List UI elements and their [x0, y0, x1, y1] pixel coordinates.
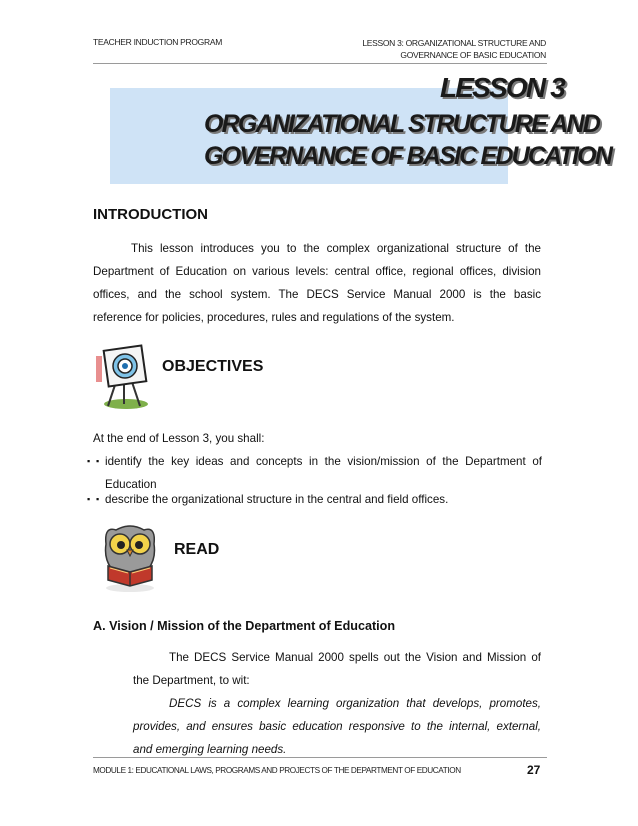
- section-a-line2: the Department, to wit:: [133, 674, 250, 687]
- footer-rule: [93, 757, 547, 758]
- objectives-heading: OBJECTIVES: [162, 358, 264, 375]
- intro-line-1: This lesson introduces you to the complex organizational structure of the: [131, 242, 541, 255]
- section-a-paragraph: [133, 646, 541, 761]
- introduction-paragraph: [93, 237, 541, 329]
- objective-1-line1: identify the key ideas and concepts in the vision/mission of the Department of: [105, 455, 542, 468]
- quote-line3: and emerging learning needs.: [133, 743, 287, 756]
- section-a-line1: The DECS Service Manual 2000 spells out the Vision and Mission of: [169, 651, 541, 664]
- header-lesson-line1: LESSON 3: ORGANIZATIONAL STRUCTURE AND: [362, 38, 546, 48]
- title-line1: ORGANIZATIONAL STRUCTURE AND: [204, 110, 599, 138]
- owl-reading-icon: [96, 520, 166, 594]
- read-heading: READ: [174, 541, 220, 558]
- footer-module: MODULE 1: EDUCATIONAL LAWS, PROGRAMS AND PROJECTS OF THE DEPARTMENT OF EDUCATION: [93, 766, 461, 775]
- introduction-heading: INTRODUCTION: [93, 206, 208, 223]
- objective-2-text: describe the organizational structure in the central and field offices.: [105, 493, 449, 506]
- title-line2: GOVERNANCE OF BASIC EDUCATION: [204, 142, 612, 170]
- page-number: 27: [527, 763, 541, 777]
- quote-line2: provides, and ensures basic education responsive to the internal, external,: [133, 720, 541, 733]
- header-rule: [93, 63, 547, 64]
- quote-line1: DECS is a complex learning organization that develops, promotes,: [169, 697, 541, 710]
- lesson-number: LESSON 3: [440, 72, 565, 103]
- target-easel-icon: [94, 342, 156, 412]
- intro-line-4: reference for policies, procedures, rules and regulations of the system.: [93, 311, 455, 324]
- header-lesson-line2: GOVERNANCE OF BASIC EDUCATION: [400, 50, 546, 60]
- objective-item-2: [96, 488, 542, 511]
- section-a-heading: A. Vision / Mission of the Department of Education: [93, 619, 396, 633]
- objectives-intro: At the end of Lesson 3, you shall:: [93, 432, 265, 445]
- bullet-marker: ▪ ▪: [96, 488, 99, 511]
- bullet-marker: ▪ ▪: [96, 450, 99, 473]
- header-program: TEACHER INDUCTION PROGRAM: [93, 37, 222, 47]
- header-lesson: [340, 37, 546, 61]
- intro-line-2: Department of Education on various levels: central office, regional offices, division: [93, 265, 541, 278]
- objective-1-line2: Education: [105, 478, 157, 491]
- intro-line-3: offices, and the school system. The DECS Service Manual 2000 is the basic: [93, 288, 541, 301]
